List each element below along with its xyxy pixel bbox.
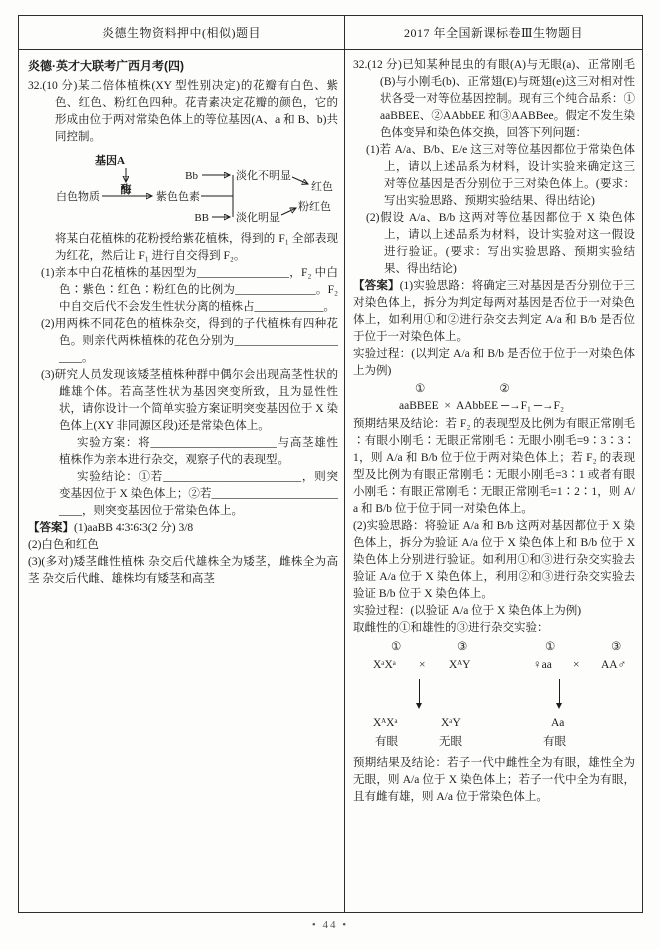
g2-times-sign: × — [573, 659, 580, 671]
g1-times-sign: × — [419, 659, 426, 671]
g2-descent-arrow — [559, 679, 560, 707]
pink-label: 粉红色 — [298, 201, 331, 213]
cross-scheme-formula: aaBBEE × AAbbEE ─→F₁ ─→F₂ — [399, 400, 564, 412]
left-answer-line-3: (3)(多对)矮茎雌性植株 杂交后代雄株全为矮茎，雌株全为高茎 杂交后代雌、雄株均有矮茎和高茎 — [28, 556, 338, 585]
right-answer-line-3: 预期结果及结论：若 F₂ 的表现型及比例为有眼正常刚毛∶有眼小刚毛∶无眼正常刚毛∶无眼小刚毛=9∶3∶3∶1，则 A/a 和 B/b 位于位于两对染色体上；若 F₂ 的表现型及比例为有眼正常刚毛∶无眼小刚毛=3∶1 或者有眼小刚毛∶有眼正常刚毛∶无眼正常刚毛=1∶2∶1，则 A/a 和 B/b 位于位于同一对染色体上。 — [353, 418, 635, 515]
g1-offspring2-phenotype: 无眼 — [439, 736, 462, 748]
fade-obvious-label: 淡化明显 — [236, 212, 280, 224]
g1-descent-arrow — [419, 679, 420, 707]
header-right-title: 2017 年全国新课标卷Ⅲ生物题目 — [403, 26, 584, 40]
g1-parent2-genotype: XᴬY — [449, 659, 471, 671]
page-table-frame — [18, 15, 643, 913]
answer-label: 【答案】 — [353, 280, 400, 292]
left-sub-question-3: (3)研究人员发现该矮茎植株种群中偶尔会出现高茎性状的雌雄个体。若高茎性状为基因突变所致，且为显性性状，请你设计一个简单实验方案证明突变基因位于 X 染色体上(XY 非同源区段)还是常染色体上。 — [41, 369, 338, 432]
left-column — [19, 50, 345, 912]
right-answer-line-5: 实验过程：(以验证 A/a 位于 X 染色体上为例) — [353, 605, 582, 617]
right-sub-question-1: (1)若 A/a、B/b、E/e 这三对等位基因都位于常染色体上，请以上述品系为材料，设计实验来确定这三对等位基因是否分别位于三对染色体上。(要求：写出实验思路、预期实验结果、得出结论) — [366, 144, 635, 207]
flower-pigment-pathway-diagram — [28, 150, 340, 228]
bb-hetero-label: Bb — [185, 170, 198, 182]
g1-offspring2-genotype: XᵃY — [441, 717, 461, 729]
left-answer-line-1 — [28, 520, 338, 537]
pink-arrow — [281, 208, 296, 215]
right-sub-question-2: (2)假设 A/a、B/b 这两对等位基因都位于 X 染色体上，请以上述品系为材料，设计实验对这一假设进行验证。(要求：写出实验思路、预期实验结果、得出结论) — [366, 212, 635, 275]
left-answer-1-text: (1)aaBB 4∶3∶6∶3(2 分) 3/8 — [74, 522, 194, 534]
right-answer-1-text: (1)实验思路：将确定三对基因是否分别位于三对染色体上，拆分为判定每两对基因是否位于一对染色体上，如利用①和②进行杂交去判定 A/a 和 B/b 是否位于位于一对染色体上。 — [353, 280, 635, 343]
white-substance-label: 白色物质 — [56, 191, 100, 203]
cross-scheme-labels — [353, 381, 635, 398]
g1-parent1-genotype: XᵃXᵃ — [373, 659, 396, 671]
f2-cross-scheme — [353, 381, 635, 415]
page-number: • 44 • — [311, 919, 349, 931]
enzyme-label: 酶 — [120, 184, 132, 196]
two-column-body — [19, 50, 642, 912]
exam-source-title: 炎德·英才大联考广西月考(四) — [28, 59, 184, 73]
left-answer-line-2: (2)白色和红色 — [28, 539, 99, 551]
g2-parent2-genotype: AA♂ — [601, 659, 627, 671]
bb-homo-label: BB — [194, 212, 209, 224]
g1-offspring1-phenotype: 有眼 — [375, 736, 398, 748]
g2-parent1-genotype: ♀aa — [533, 659, 552, 671]
right-answer-line-6: 取雌性的①和雄性的③进行杂交实验： — [353, 622, 549, 634]
g2-parent1-circled: ① — [545, 641, 556, 653]
g2-offspring-genotype: Aa — [551, 717, 565, 729]
right-column — [345, 50, 642, 912]
purple-pigment-label: 紫色色素 — [156, 191, 200, 203]
strain-2-circled: ② — [499, 383, 510, 395]
header-left-title: 炎德生物资料押中(相似)题目 — [19, 16, 345, 49]
right-answer-line-4: (2)实验思路：将验证 A/a 和 B/b 这两对基因都位于 X 染色体上，拆分为验证 A/a 位于 X 染色体上和 B/b 位于 X 染色体上分别进行验证。如利用①和③进行杂交实验去验证 A/a 位于 X 染色体上，利用②和③进行杂交实验去验证 B/b 位于 X 染色体上。 — [353, 520, 635, 600]
fade-not-obvious-label: 淡化不明显 — [236, 170, 291, 182]
left-cross-description: 将某白花植株的花粉授给紫花植株，得到的 F₁ 全部表现为红花，然后让 F₁ 进行自交得到 F₂。 — [55, 233, 338, 262]
answer-label: 【答案】 — [28, 522, 74, 534]
right-question-32: 32.(12 分)已知某种昆虫的有眼(A)与无眼(a)、正常刚毛(B)与小刚毛(b)、正常翅(E)与斑翅(e)这三对相对性状各受一对等位基因控制。现有三个纯合品系：①aaBBEE、②AAbbEE 和③AABBee。假定不发生染色体变异和染色体交换，回答下列问题： — [353, 59, 635, 139]
table-header-row — [19, 16, 642, 50]
g1-offspring1-genotype: XᴬXᵃ — [373, 717, 398, 729]
left-sub-question-1: (1)亲本中白花植株的基因型为________________，F₂ 中白色∶紫色∶红色∶粉红色的比例为______________。F₂ 中自交后代不会发生性状分离的植株占____________。 — [41, 267, 338, 313]
gene-a-label: 基因A — [95, 155, 125, 167]
g2-parent2-circled: ③ — [611, 641, 622, 653]
red-arrow — [292, 177, 308, 184]
left-question-32: 32.(10 分)某二倍体植株(XY 型性别决定)的花瓣有白色、紫色、红色、粉红色四种。花青素决定花瓣的颜色，它的形成由位于两对常染色体上的等位基因(A、a 和 B、b)共同控制。 — [28, 80, 338, 143]
right-answer-line-7: 预期结果及结论：若子一代中雌性全为有眼，雄性全为无眼，则 A/a 位于 X 染色体上；若子一代中全为有眼，且有雌有雄，则 A/a 位于常染色体上。 — [353, 757, 635, 803]
right-answer-line-1 — [353, 278, 635, 346]
red-label: 红色 — [311, 181, 333, 193]
left-experiment-conclusion: 实验结论：①若________________________，则突变基因位于 X 染色体上；②若__________________________，则突变基因位于常染色体上。 — [59, 471, 338, 517]
x-linked-cross-diagram — [353, 639, 635, 753]
right-answer-line-2: 实验过程：(以判定 A/a 和 B/b 是否位于位于一对染色体上为例) — [353, 348, 635, 377]
left-experiment-plan: 实验方案：将______________________与高茎雄性植株作为亲本进行杂交，观察子代的表现型。 — [59, 437, 338, 466]
g1-parent1-circled: ① — [391, 641, 402, 653]
left-sub-question-2: (2)用两株不同花色的植株杂交，得到的子代植株有四种花色。则亲代两株植株的花色分别为______________________。 — [41, 318, 338, 364]
g1-parent2-circled: ③ — [457, 641, 468, 653]
g2-offspring-phenotype: 有眼 — [543, 736, 566, 748]
strain-1-circled: ① — [415, 383, 426, 395]
